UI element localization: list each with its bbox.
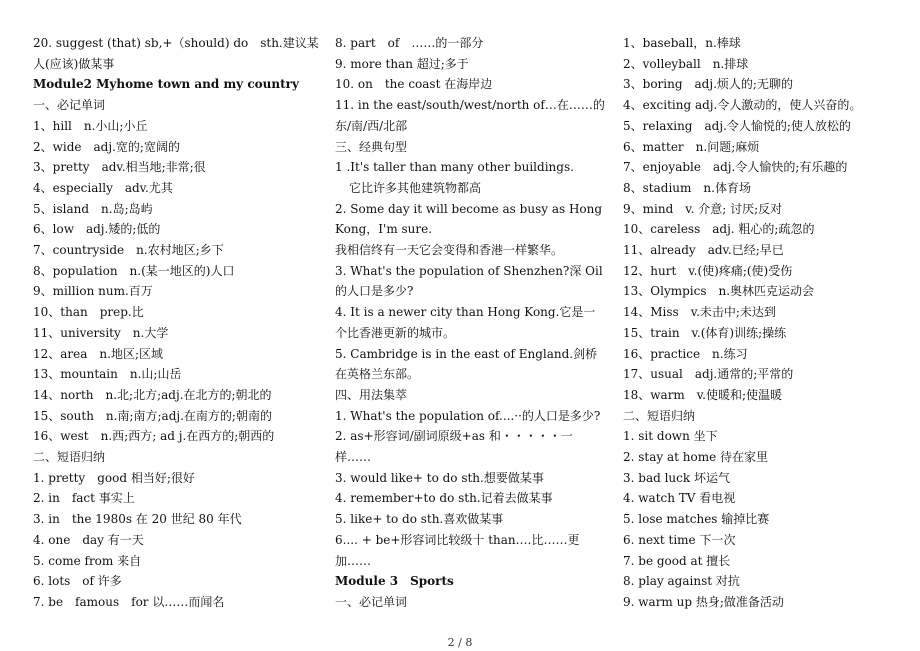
text-line: 4、exciting adj.令人激动的，使人兴奋的。 <box>623 98 862 113</box>
text-line: 13、Olympics n.奥林匹克运动会 <box>623 284 815 299</box>
text-line: 8、stadium n.体育场 <box>623 180 751 195</box>
text-line: 16、west n.西;西方; ad j.在西方的;朝西的 <box>33 429 275 444</box>
text-line: 11. in the east/south/west/north of…在……的东/南/西/北部 <box>335 98 605 133</box>
text-line: 10、than prep.比 <box>33 305 144 320</box>
text-line: 7. be good at 擅长 <box>623 553 731 568</box>
text-line: 4. remember+to do sth.记着去做某事 <box>335 491 553 506</box>
text-line: 5. lose matches 输掉比赛 <box>623 512 770 527</box>
text-line: 1、baseball，n.棒球 <box>623 36 741 50</box>
text-line: 18、warm v.使暖和;使温暖 <box>623 387 783 402</box>
text-line: 1、hill n.小山;小丘 <box>33 118 148 133</box>
text-line: 9. warm up 热身;做准备活动 <box>623 594 784 609</box>
text-line: 6. lots of 许多 <box>33 574 122 589</box>
text-line: 3、boring adj.烦人的;无聊的 <box>623 77 793 92</box>
text-line: 4. It is a newer city than Hong Kong.它是一个比香港更新的城市。 <box>335 305 596 340</box>
text-line: 15、south n.南;南方;adj.在南方的;朝南的 <box>33 408 272 423</box>
text-line: 3、pretty adv.相当地;非常;很 <box>33 160 206 175</box>
text-line: 17、usual adj.通常的;平常的 <box>623 367 794 382</box>
text-line: 16、practice n.练习 <box>623 346 748 361</box>
text-line: 9、million num.百万 <box>33 284 153 299</box>
text-line: 三、经典句型 <box>335 139 408 154</box>
text-line: 6. next time 下一次 <box>623 532 736 547</box>
text-line: 7、enjoyable adj.令人愉快的;有乐趣的 <box>623 160 848 175</box>
text-line: 2、wide adj.宽的;宽阔的 <box>33 139 180 154</box>
text-line: 6、matter n.问题;麻烦 <box>623 139 760 154</box>
module-heading: Module 3 Sports <box>335 574 454 589</box>
text-line: 3. would like+ to do sth.想要做某事 <box>335 470 544 485</box>
text-line: 5. like+ to do sth.喜欢做某事 <box>335 512 504 527</box>
text-line: 5. Cambridge is in the east of England.剑桥在英格兰东部。 <box>335 346 598 382</box>
text-line: 6、low adj.矮的;低的 <box>33 222 161 237</box>
text-line: 4. one day 有一天 <box>33 532 144 547</box>
text-line: 11、university n.大学 <box>33 325 169 340</box>
text-line: 7、countryside n.农村地区;乡下 <box>33 243 224 258</box>
text-line: 四、用法集萃 <box>335 387 408 402</box>
text-line: 2. as+形容词/副词原级+as 和・・・・・一样…… <box>335 429 573 465</box>
text-line: 9、mind v. 介意; 讨厌;反对 <box>623 201 783 216</box>
text-line: 1 .It's taller than many other buildings. <box>335 160 574 175</box>
text-line: 1. sit down 坐下 <box>623 429 718 444</box>
text-line: 14、Miss v.未击中;未达到 <box>623 305 776 320</box>
text-line: 二、短语归纳 <box>623 408 696 423</box>
text-line: 2. stay at home 待在家里 <box>623 450 769 465</box>
text-line: 12、hurt v.(使)疼痛;(使)受伤 <box>623 263 793 278</box>
text-line: 13、mountain n.山;山岳 <box>33 367 182 382</box>
column-left <box>33 33 325 613</box>
text-line: 8. part of ……的一部分 <box>335 36 484 50</box>
text-line: 6.... + be+形容词比较级十 than.…比……更加…… <box>335 532 580 568</box>
text-line: 14、north n.北;北方;adj.在北方的;朝北的 <box>33 387 272 402</box>
text-line: 15、train v.(体育)训练;操练 <box>623 325 787 340</box>
text-line: 5. come from 来自 <box>33 553 142 568</box>
text-line: 一、必记单词 <box>33 98 106 113</box>
text-line: 10、careless adj. 粗心的;疏忽的 <box>623 222 815 237</box>
text-line: 二、短语归纳 <box>33 450 106 465</box>
text-line: 2、volleyball n.排球 <box>623 56 749 71</box>
text-line: 1. pretty good 相当好;很好 <box>33 470 195 485</box>
text-line: 11、already adv.已经;早已 <box>623 243 784 258</box>
text-line: 我相信终有一天它会变得和香港一样繁华。 <box>335 243 564 258</box>
text-line: 9. more than 超过;多于 <box>335 56 469 71</box>
text-line: 5、relaxing adj.令人愉悦的;使人放松的 <box>623 118 851 133</box>
text-line: 10. on the coast 在海岸边 <box>335 77 493 92</box>
text-line: 8. play against 对抗 <box>623 574 740 589</box>
text-line: 1. What's the population of....··的人口是多少? <box>335 408 601 423</box>
text-line: 2. in fact 事实上 <box>33 491 135 506</box>
text-line: 3. bad luck 坏运气 <box>623 470 730 485</box>
text-line: 3. What's the population of Shenzhen?深 Oil 的人口是多少? <box>335 263 603 299</box>
text-line: 20. suggest (that) sb,+（should) do sth.建议某人(应该)做某事 <box>33 36 319 71</box>
text-line: 3. in the 1980s 在 20 世纪 80 年代 <box>33 512 242 527</box>
text-line: 7. be famous for 以……而闻名 <box>33 594 225 609</box>
text-line: 8、population n.(某一地区的)人口 <box>33 263 235 278</box>
text-line: 2. Some day it will become as busy as Hong Kong，I'm sure. <box>335 201 603 237</box>
text-line: 它比许多其他建筑物都高 <box>349 180 482 195</box>
text-line: 一、必记单词 <box>335 594 408 609</box>
page-number: 2 / 8 <box>447 636 473 649</box>
module-heading: Module2 Myhome town and my country <box>33 77 299 92</box>
text-line: 5、island n.岛;岛屿 <box>33 201 153 216</box>
column-right <box>623 33 913 613</box>
text-line: 12、area n.地区;区域 <box>33 346 164 361</box>
text-line: 4. watch TV 看电视 <box>623 491 736 506</box>
column-middle <box>335 33 607 613</box>
text-line: 4、especially adv.尤其 <box>33 180 173 195</box>
